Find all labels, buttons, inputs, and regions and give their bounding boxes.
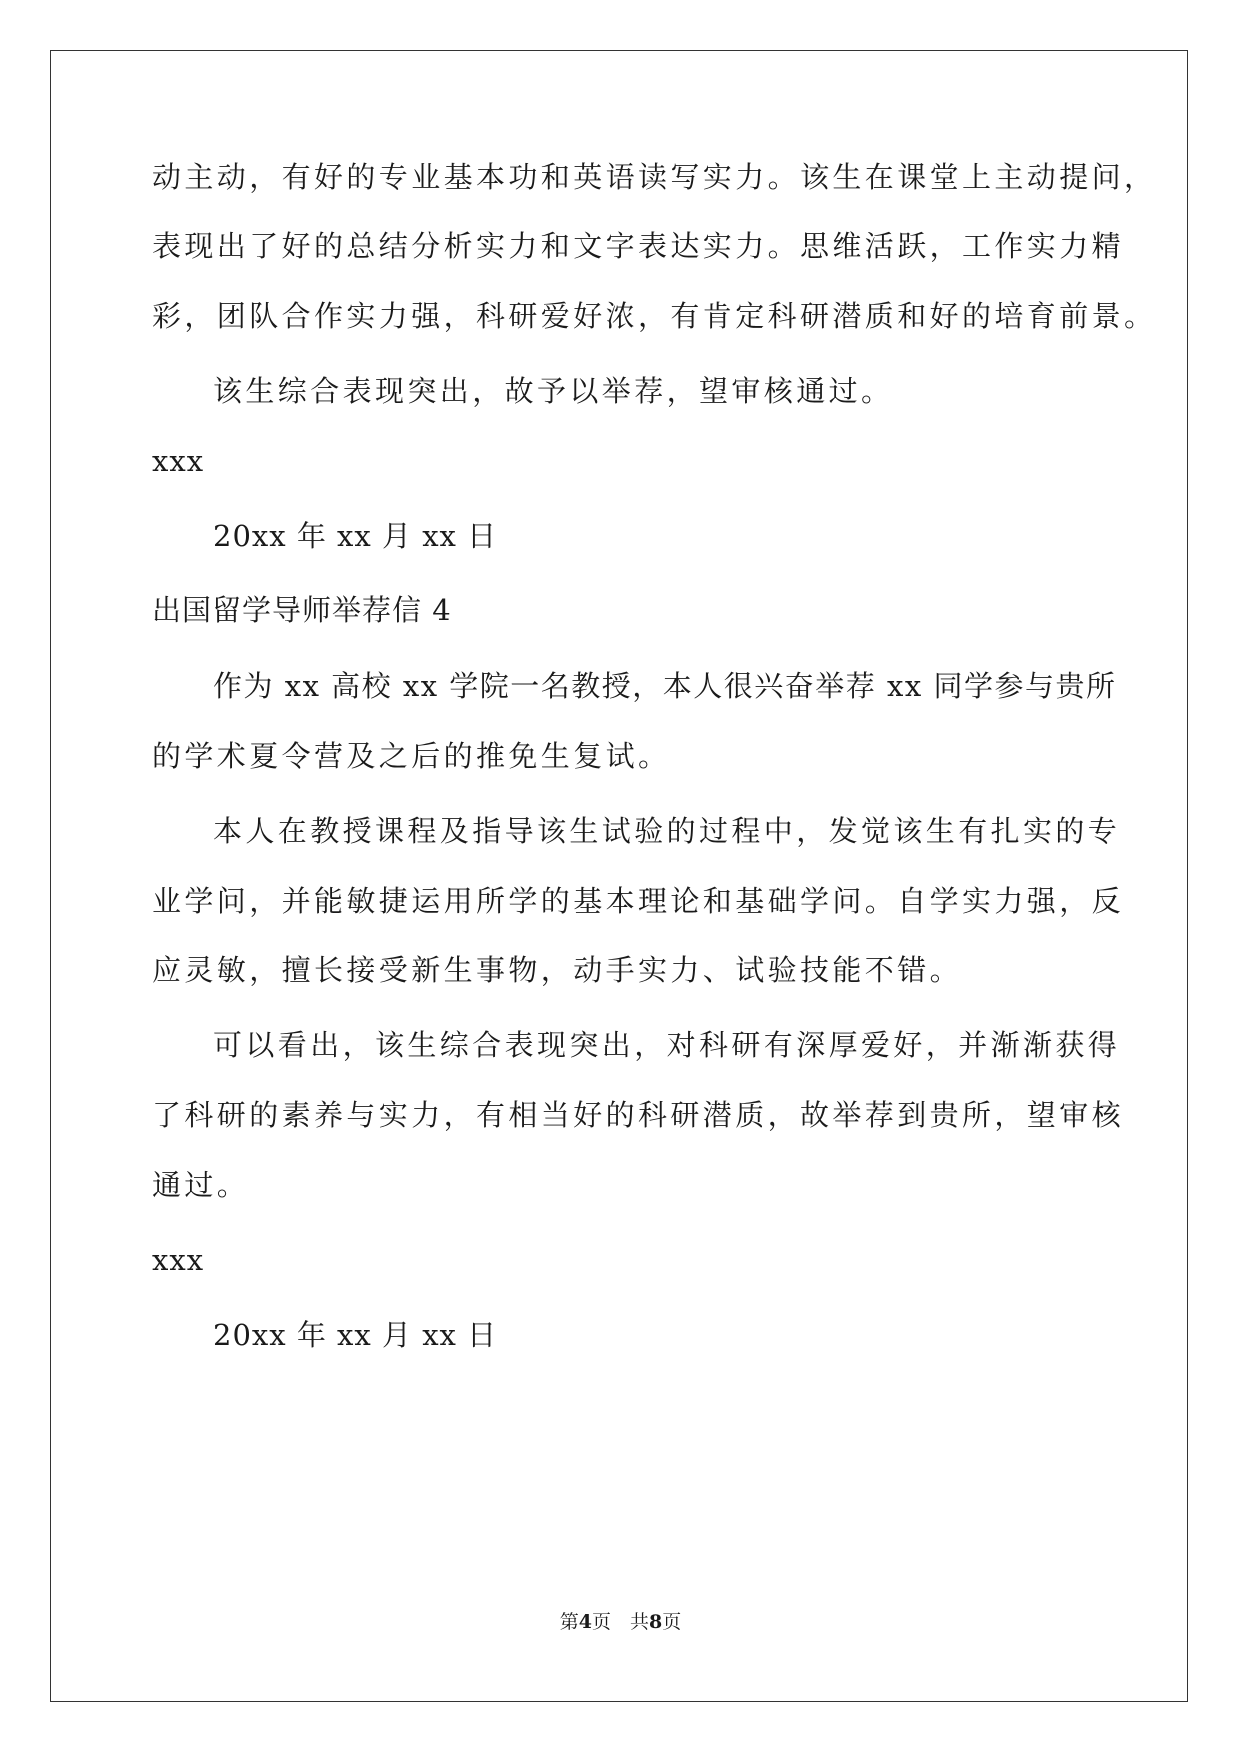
page-footer bbox=[0, 1610, 1241, 1634]
section-heading: 出国留学导师举荐信 4 bbox=[152, 593, 452, 627]
total-pages-number: 8 bbox=[649, 1611, 663, 1633]
footer-suffix: 页 bbox=[662, 1611, 682, 1633]
current-page-number: 4 bbox=[578, 1611, 592, 1633]
paragraph-line: 动主动，有好的专业基本功和英语读写实力。该生在课堂上主动提问， bbox=[152, 160, 1157, 194]
footer-prefix: 第 bbox=[559, 1611, 579, 1633]
paragraph-line: 的学术夏令营及之后的推免生复试。 bbox=[152, 739, 671, 773]
paragraph-line: 可以看出，该生综合表现突出，对科研有深厚爱好，并渐渐获得 bbox=[213, 1028, 1121, 1062]
signature: xxx bbox=[152, 444, 205, 478]
paragraph-line: 本人在教授课程及指导该生试验的过程中，发觉该生有扎实的专 bbox=[213, 814, 1121, 848]
paragraph-line: 业学问，并能敏捷运用所学的基本理论和基础学问。自学实力强，反 bbox=[152, 884, 1125, 918]
signature: xxx bbox=[152, 1243, 205, 1277]
paragraph-line: 通过。 bbox=[152, 1168, 250, 1202]
paragraph-line: 应灵敏，擅长接受新生事物，动手实力、试验技能不错。 bbox=[152, 953, 963, 987]
date-line: 20xx 年 xx 月 xx 日 bbox=[213, 1318, 498, 1352]
paragraph-line: 了科研的素养与实力，有相当好的科研潜质，故举荐到贵所，望审核 bbox=[152, 1098, 1125, 1132]
footer-middle: 页 共 bbox=[591, 1611, 649, 1633]
paragraph-line: 作为 xx 高校 xx 学院一名教授，本人很兴奋举荐 xx 同学参与贵所 bbox=[213, 669, 1117, 703]
paragraph-line: 表现出了好的总结分析实力和文字表达实力。思维活跃，工作实力精 bbox=[152, 229, 1125, 263]
date-line: 20xx 年 xx 月 xx 日 bbox=[213, 519, 498, 553]
paragraph-line: 该生综合表现突出，故予以举荐，望审核通过。 bbox=[213, 374, 894, 408]
paragraph-line: 彩，团队合作实力强，科研爱好浓，有肯定科研潜质和好的培育前景。 bbox=[152, 299, 1157, 333]
